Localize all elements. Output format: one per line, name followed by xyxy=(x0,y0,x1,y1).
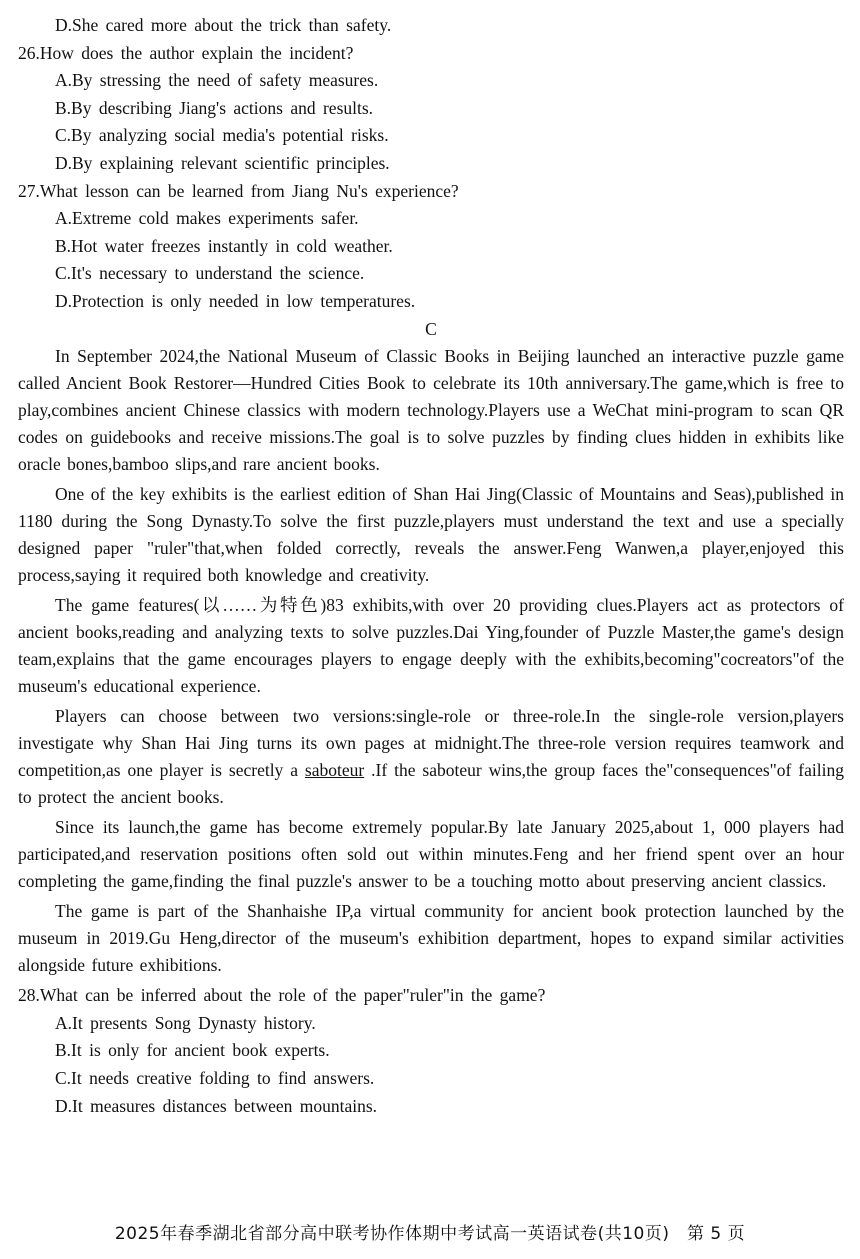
q27-option-d: D.Protection is only needed in low temperatures. xyxy=(55,290,416,311)
q27-question: 27.What lesson can be learned from Jiang Nu's experience? xyxy=(18,180,459,201)
q28-option-b: B.It is only for ancient book experts. xyxy=(55,1040,330,1061)
q26-option-b: B.By describing Jiang's actions and results. xyxy=(55,97,374,118)
passage-paragraph-6: The game is part of the Shanhaishe IP,a virtual community for ancient book protection launched by the museum in 2019.Gu Heng,director of the museum's exhibition department, hopes to expand similar activities alongside future exhibitions. xyxy=(18,901,844,976)
q25-option-d: D.She cared more about the trick than safety. xyxy=(55,15,392,35)
page-footer: 2025年春季湖北省部分高中联考协作体期中考试高一英语试卷(共10页) 第 5 页 xyxy=(114,1224,746,1244)
underlined-word-saboteur: saboteur xyxy=(304,760,365,781)
q26-option-c: C.By analyzing social media's potential risks. xyxy=(55,125,389,146)
q28-option-d: D.It measures distances between mountains. xyxy=(55,1095,378,1116)
paragraph-4-text-before: Players can choose between two versions:single-role or three-role.In the single-role version,players investigate why Shan Hai Jing turns its own pages at midnight.The three-role version requires teamwork and competition,as one player is secretly a xyxy=(18,706,844,781)
paragraph-4-text-after: .If the saboteur wins,the group faces the"consequences"of failing to protect the ancient books. xyxy=(18,760,844,808)
q28-option-a: A.It presents Song Dynasty history. xyxy=(55,1012,316,1033)
passage-paragraph-3: The game features(以……为特色)83 exhibits,with over 20 providing clues.Players act as protectors of ancient books,reading and analyzing texts to solve puzzles.Dai Ying,founder of Puzzle Master,the game's design team,explains that the game encourages players to engage deeply with the exhibits,becoming"cocreators"of the museum's educational experience. xyxy=(18,595,844,697)
q26-option-a: A.By stressing the need of safety measures. xyxy=(55,70,379,91)
q26-question: 26.How does the author explain the incident? xyxy=(18,42,354,63)
exam-page xyxy=(18,12,844,1120)
q26-option-d: D.By explaining relevant scientific principles. xyxy=(55,152,390,173)
passage-heading: C xyxy=(425,318,437,339)
q28-option-c: C.It needs creative folding to find answers. xyxy=(55,1067,375,1088)
passage-paragraph-2: One of the key exhibits is the earliest edition of Shan Hai Jing(Classic of Mountains and Seas),published in 1180 during the Song Dynasty.To solve the first puzzle,players must understand the text and use a specially designed paper "ruler"that,when folded correctly, reveals the answer.Feng Wanwen,a player,enjoyed this process,saying it required both knowledge and creativity. xyxy=(18,484,844,586)
q28-question: 28.What can be inferred about the role of the paper"ruler"in the game? xyxy=(18,985,546,1006)
q27-option-a: A.Extreme cold makes experiments safer. xyxy=(55,208,359,229)
q27-option-b: B.Hot water freezes instantly in cold weather. xyxy=(55,235,393,256)
passage-paragraph-1: In September 2024,the National Museum of Classic Books in Beijing launched an interactive puzzle game called Ancient Book Restorer—Hundred Cities Book to celebrate its 10th anniversary.The game,which is free to play,combines ancient Chinese classics with modern technology.Players use a WeChat mini-program to scan QR codes on guidebooks and receive missions.The goal is to solve puzzles by finding clues hidden in exhibits like oracle bones,bamboo slips,and rare ancient books. xyxy=(18,346,844,475)
passage-paragraph-4 xyxy=(18,703,844,811)
passage-paragraph-5: Since its launch,the game has become extremely popular.By late January 2025,about 1, 000 players had participated,and reservation positions often sold out within minutes.Feng and her friend spent over an hour completing the game,finding the final puzzle's answer to be a touching motto about preserving ancient classics. xyxy=(18,817,844,892)
q27-option-c: C.It's necessary to understand the science. xyxy=(55,263,365,284)
